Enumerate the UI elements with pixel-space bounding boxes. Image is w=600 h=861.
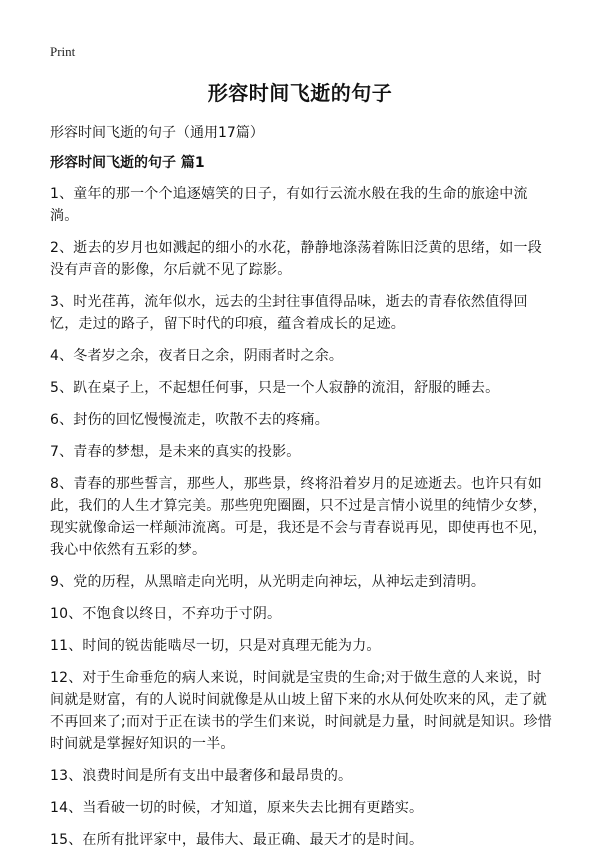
list-item: 1、童年的那一个个追逐嬉笑的日子，有如行云流水般在我的生命的旅途中流淌。 bbox=[50, 186, 528, 224]
section-heading: 形容时间飞逝的句子 篇1 bbox=[50, 155, 205, 171]
list-item: 2、逝去的岁月也如溅起的细小的水花，静静地涤荡着陈旧泛黄的思绪，如一段没有声音的影像，尔后就不见了踪影。 bbox=[50, 240, 542, 278]
list-item: 6、封伤的回忆慢慢流走，吹散不去的疼痛。 bbox=[50, 412, 329, 428]
list-item: 12、对于生命垂危的病人来说，时间就是宝贵的生命;对于做生意的人来说，时间就是财富，有的人说时间就像是从山坡上留下来的水从何处吹来的风，走了就不再回来了;而对于正在读书的学生们来说，时间就是力量，时间就是知识。珍惜时间就是掌握好知识的一半。 bbox=[50, 670, 552, 752]
print-link[interactable]: Print bbox=[50, 44, 76, 59]
list-item: 11、时间的锐齿能啮尽一切，只是对真理无能为力。 bbox=[50, 638, 381, 654]
list-item: 14、当看破一切的时候，才知道，原来失去比拥有更踏实。 bbox=[50, 800, 424, 816]
sentence-list bbox=[50, 183, 555, 861]
list-item: 7、青春的梦想，是未来的真实的投影。 bbox=[50, 444, 301, 460]
list-item: 10、不饱食以终日，不弃功于寸阴。 bbox=[50, 606, 282, 622]
list-item: 5、趴在桌子上，不起想任何事，只是一个人寂静的流泪，舒服的睡去。 bbox=[50, 380, 500, 396]
list-item: 4、冬者岁之余，夜者日之余，阴雨者时之余。 bbox=[50, 348, 344, 364]
list-item: 3、时光荏苒，流年似水，远去的尘封往事值得品味，逝去的青春依然值得回忆，走过的路子，留下时代的印痕，蕴含着成长的足迹。 bbox=[50, 294, 528, 332]
list-item: 13、浪费时间是所有支出中最奢侈和最昂贵的。 bbox=[50, 768, 353, 784]
document-subtitle: 形容时间飞逝的句子（通用17篇） bbox=[50, 125, 264, 141]
list-item: 15、在所有批评家中，最伟大、最正确、最天才的是时间。 bbox=[50, 832, 424, 848]
page-title: 形容时间飞逝的句子 bbox=[207, 81, 393, 105]
list-item: 8、青春的那些誓言，那些人，那些景，终将沿着岁月的足迹逝去。也许只有如此，我们的人生才算完美。那些兜兜圈圈，只不过是言情小说里的纯情少女梦，现实就像命运一样颠沛流离。可是，我还是不会与青春说再见，即使再也不见，我心中依然有五彩的梦。 bbox=[50, 476, 547, 558]
list-item: 9、党的历程，从黑暗走向光明，从光明走向神坛，从神坛走到清明。 bbox=[50, 574, 486, 590]
